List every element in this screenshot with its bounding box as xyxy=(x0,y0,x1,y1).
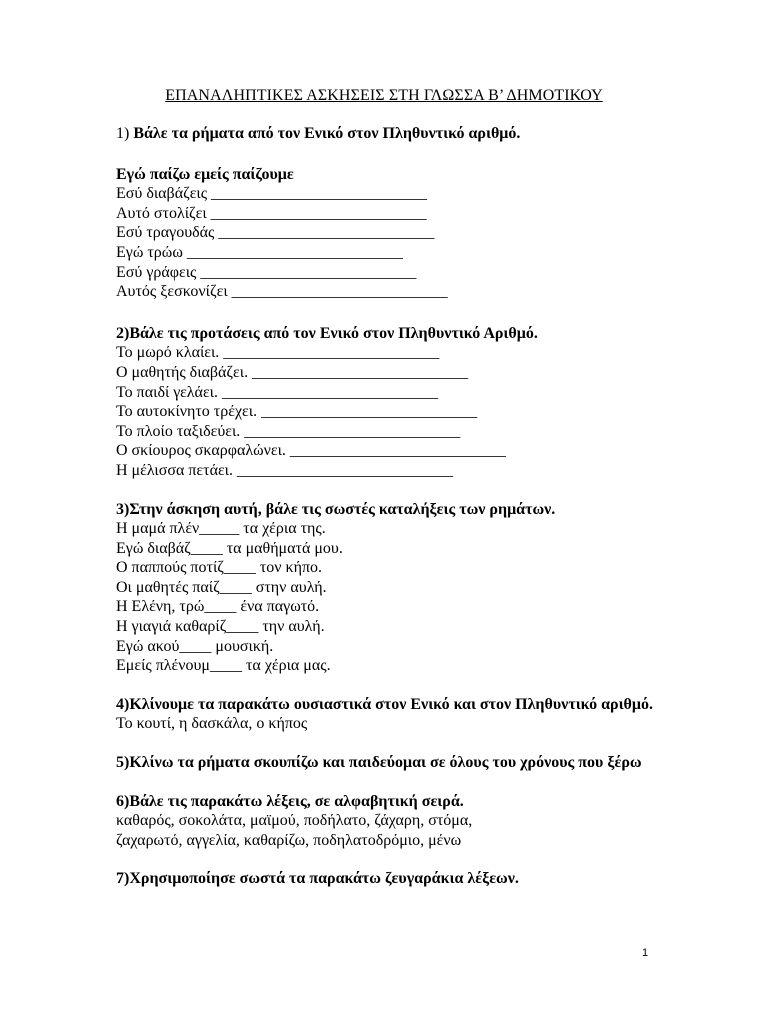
exercise-line: καθαρός, σοκολάτα, μαϊμού, ποδήλατο, ζάχαρη, στόμα, xyxy=(116,812,473,830)
worksheet-title: ΕΠΑΝΑΛΗΠΤΙΚΕΣ ΑΣΚΗΣΕΙΣ ΣΤΗ ΓΛΩΣΣΑ Β’ ΔΗΜΟΤΙΚΟΥ xyxy=(165,87,603,104)
exercise-6 xyxy=(116,792,676,851)
exercise-7 xyxy=(116,869,676,889)
exercise-line: Εσύ γράφεις ___________________________ xyxy=(116,263,417,281)
exercise-2 xyxy=(116,324,676,481)
exercise-line: Η γιαγιά καθαρίζ____ την αυλή. xyxy=(116,618,325,636)
exercise-line: Η Ελένη, τρώ____ ένα παγωτό. xyxy=(116,598,320,616)
exercise-line: Το πλοίο ταξιδεύει. ___________________________ xyxy=(116,422,461,440)
exercise-line: Ο σκίουρος σκαρφαλώνει. ___________________________ xyxy=(116,442,506,460)
exercise-3-heading: 3)Στην άσκηση αυτή, βάλε τις σωστές καταλήξεις των ρημάτων. xyxy=(116,500,556,518)
exercise-line: Το αυτοκίνητο τρέχει. ___________________________ xyxy=(116,403,478,421)
exercise-1-heading-text: Βάλε τα ρήματα από τον Ενικό στον Πληθυντικό αριθμό. xyxy=(133,125,521,142)
exercise-5 xyxy=(116,753,676,773)
exercise-line: Εγώ ακού____ μουσική. xyxy=(116,637,274,655)
exercise-1 xyxy=(116,124,676,302)
exercise-1-number: 1) xyxy=(116,125,134,142)
exercise-4 xyxy=(116,695,676,734)
exercise-line: Η μέλισσα πετάει. ___________________________ xyxy=(116,461,453,479)
exercise-line: Εγώ τρώω ___________________________ xyxy=(116,243,403,261)
exercise-line: Ο παππούς ποτίζ____ τον κήπο. xyxy=(116,559,323,577)
exercise-6-heading: 6)Βάλε τις παρακάτω λέξεις, σε αλφαβητική σειρά. xyxy=(116,792,464,810)
exercise-3 xyxy=(116,500,676,676)
exercise-line: Εμείς πλένουμ____ τα χέρια μας. xyxy=(116,657,331,675)
exercise-line: Αυτός ξεσκονίζει ___________________________ xyxy=(116,283,448,301)
exercise-2-heading: 2)Βάλε τις προτάσεις από τον Ενικό στον Πληθυντικό Αριθμό. xyxy=(116,324,538,342)
exercise-line: Το παιδί γελάει. ___________________________ xyxy=(116,383,438,401)
exercise-line: Η μαμά πλέν_____ τα χέρια της. xyxy=(116,520,326,538)
exercise-4-text: Το κουτί, η δασκάλα, ο κήπος xyxy=(116,715,308,733)
page-number: 1 xyxy=(642,947,649,959)
exercise-line: Εσύ τραγουδάς ___________________________ xyxy=(116,224,435,242)
exercise-line: Ο μαθητής διαβάζει. ___________________________ xyxy=(116,363,469,381)
worksheet-content xyxy=(116,124,676,908)
exercise-line: Εγώ διαβάζ____ τα μαθήματά μου. xyxy=(116,539,343,557)
spacer xyxy=(116,144,676,165)
exercise-1-example: Εγώ παίζω εμείς παίζουμε xyxy=(116,165,294,183)
exercise-1-heading xyxy=(116,124,676,144)
exercise-4-heading: 4)Κλίνουμε τα παρακάτω ουσιαστικά στον Ενικό και στον Πληθυντικό αριθμό. xyxy=(116,695,653,713)
exercise-line: ζαχαρωτό, αγγελία, καθαρίζω, ποδηλατοδρόμιο, μένω xyxy=(116,831,462,849)
exercise-line: Αυτό στολίζει ___________________________ xyxy=(116,204,427,222)
exercise-line: Οι μαθητές παίζ____ στην αυλή. xyxy=(116,578,327,596)
exercise-7-heading: 7)Χρησιμοποίησε σωστά τα παρακάτω ζευγαράκια λέξεων. xyxy=(116,870,519,888)
exercise-line: Εσύ διαβάζεις ___________________________ xyxy=(116,185,428,203)
exercise-5-heading: 5)Κλίνω τα ρήματα σκουπίζω και παιδεύομαι σε όλους του χρόνους που ξέρω xyxy=(116,754,642,772)
exercise-line: Το μωρό κλαίει. ___________________________ xyxy=(116,344,440,362)
